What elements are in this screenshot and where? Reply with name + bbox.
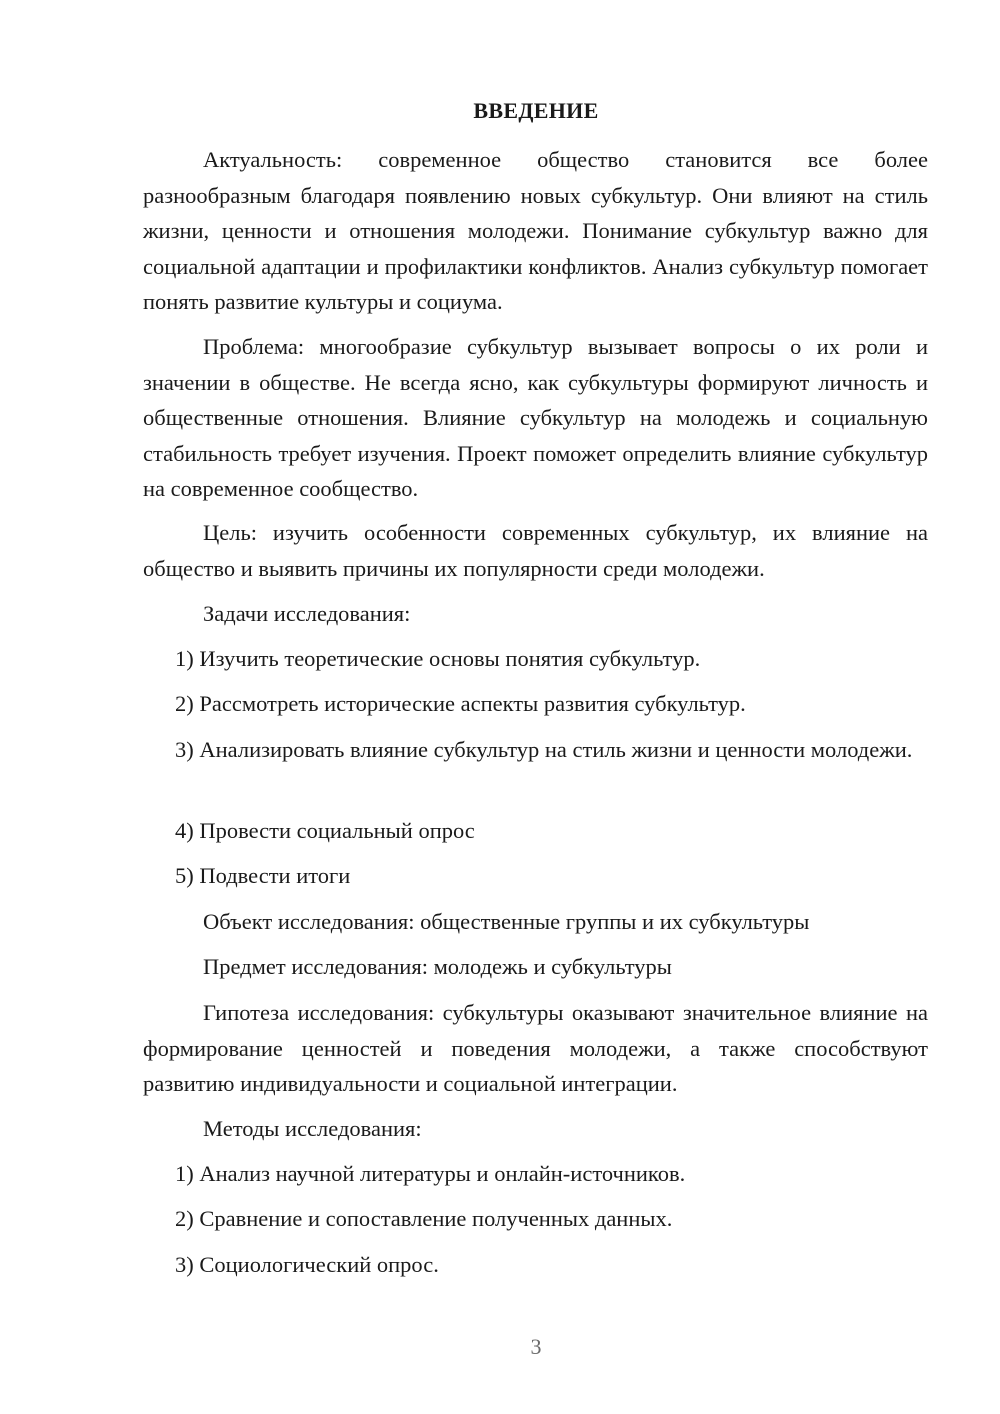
subject-paragraph: Предмет исследования: молодежь и субкультуры <box>203 954 672 979</box>
object-paragraph: Объект исследования: общественные группы и их субкультуры <box>203 909 810 934</box>
page-title: ВВЕДЕНИЕ <box>473 98 599 123</box>
relevance-paragraph: Актуальность: современное общество становится все более разнообразным благодаря появлению новых субкультур. Они влияют на стиль жизни, ценности и отношения молодежи. Понимание субкультур важно для социальной адаптации и профилактики конфликтов. Анализ субкультур помогает понять развитие культуры и социума. <box>143 147 928 314</box>
task-item-1: 1) Изучить теоретические основы понятия субкультур. <box>175 646 701 671</box>
task-item-2: 2) Рассмотреть исторические аспекты развития субкультур. <box>175 691 746 716</box>
method-item-3: 3) Социологический опрос. <box>175 1252 439 1277</box>
goal-paragraph: Цель: изучить особенности современных субкультур, их влияние на общество и выявить причины их популярности среди молодежи. <box>143 520 928 581</box>
task-item-4: 4) Провести социальный опрос <box>175 818 475 843</box>
hypothesis-paragraph: Гипотеза исследования: субкультуры оказывают значительное влияние на формирование ценностей и поведения молодежи, а также способствуют развитию индивидуальности и социальной интеграции. <box>143 1000 928 1096</box>
tasks-heading: Задачи исследования: <box>203 601 411 626</box>
method-item-1: 1) Анализ научной литературы и онлайн-источников. <box>175 1161 686 1186</box>
problem-paragraph: Проблема: многообразие субкультур вызывает вопросы о их роли и значении в обществе. Не всегда ясно, как субкультуры формируют личность и общественные отношения. Влияние субкультур на молодежь и социальную стабильность требует изучения. Проект поможет определить влияние субкультур на современное сообщество. <box>143 334 928 501</box>
task-item-3: 3) Анализировать влияние субкультур на стиль жизни и ценности молодежи. <box>175 737 913 762</box>
task-item-5: 5) Подвести итоги <box>175 863 351 888</box>
page-number: 3 <box>530 1334 542 1359</box>
methods-heading: Методы исследования: <box>203 1116 422 1141</box>
method-item-2: 2) Сравнение и сопоставление полученных данных. <box>175 1206 673 1231</box>
